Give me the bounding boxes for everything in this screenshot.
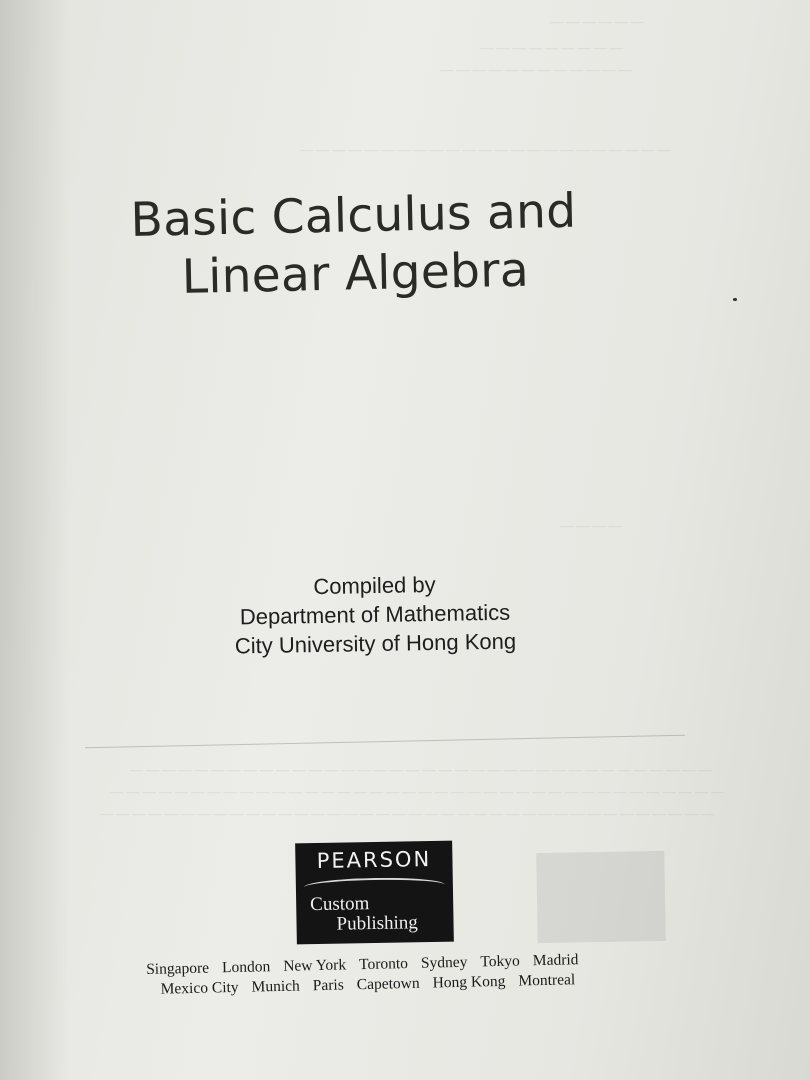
book-title bbox=[130, 183, 578, 308]
city: Singapore bbox=[146, 959, 210, 978]
city: London bbox=[221, 958, 271, 977]
page-shadow bbox=[0, 0, 70, 1080]
bleed-through-text: — — — — — — — — — — — — — — — — — — — — — — — — — — — — — — — — — — — — — — bbox=[110, 784, 725, 799]
city: Tokyo bbox=[480, 952, 521, 971]
bleed-through-text: — — — — — — — — — — — — — — — — — — — — — — — — — — — — — — — — — — — — — — bbox=[100, 806, 715, 821]
bleed-through-text: — — — — — — — — — — — — — — — — — — — — — — — bbox=[300, 142, 671, 157]
city: Hong Kong bbox=[432, 972, 506, 992]
bleed-through-text: — — — — — — — — — — — — bbox=[440, 62, 632, 77]
city: Munich bbox=[251, 977, 300, 996]
publisher-cities bbox=[146, 950, 607, 1000]
compiled-by-block bbox=[209, 568, 540, 661]
title-line-2: Linear Algebra bbox=[181, 242, 530, 305]
city: Mexico City bbox=[160, 978, 239, 998]
department-name: Department of Mathematics bbox=[239, 599, 511, 630]
logo-sub-1: Custom bbox=[310, 893, 370, 916]
bleed-through-logo bbox=[536, 851, 666, 943]
bleed-through-text: — — — — — — — — — — — — — — — — — — — — — — — — — — — — — — — — — — — — bbox=[130, 762, 712, 777]
title-line-1: Basic Calculus and bbox=[130, 183, 577, 248]
city: Montreal bbox=[518, 971, 576, 990]
logo-swoosh bbox=[304, 877, 445, 895]
city: Madrid bbox=[532, 951, 579, 970]
logo-sub-2: Publishing bbox=[336, 912, 419, 935]
divider-rule bbox=[85, 735, 685, 749]
pearson-logo bbox=[295, 841, 454, 945]
bleed-through-text: — — — — — — bbox=[550, 14, 645, 29]
city: Sydney bbox=[420, 953, 468, 972]
city: New York bbox=[283, 956, 347, 975]
compiled-by-label: Compiled by bbox=[313, 571, 436, 600]
bleed-through-text: — — — — — — — — — bbox=[480, 40, 623, 55]
bleed-through-text: — — — — bbox=[560, 518, 622, 533]
university-name: City University of Hong Kong bbox=[234, 628, 517, 659]
ink-speck bbox=[733, 298, 737, 301]
city: Toronto bbox=[358, 955, 409, 974]
logo-subtitle bbox=[310, 893, 418, 935]
city: Paris bbox=[312, 976, 344, 995]
city: Capetown bbox=[356, 974, 420, 994]
logo-brand: PEARSON bbox=[316, 847, 432, 874]
